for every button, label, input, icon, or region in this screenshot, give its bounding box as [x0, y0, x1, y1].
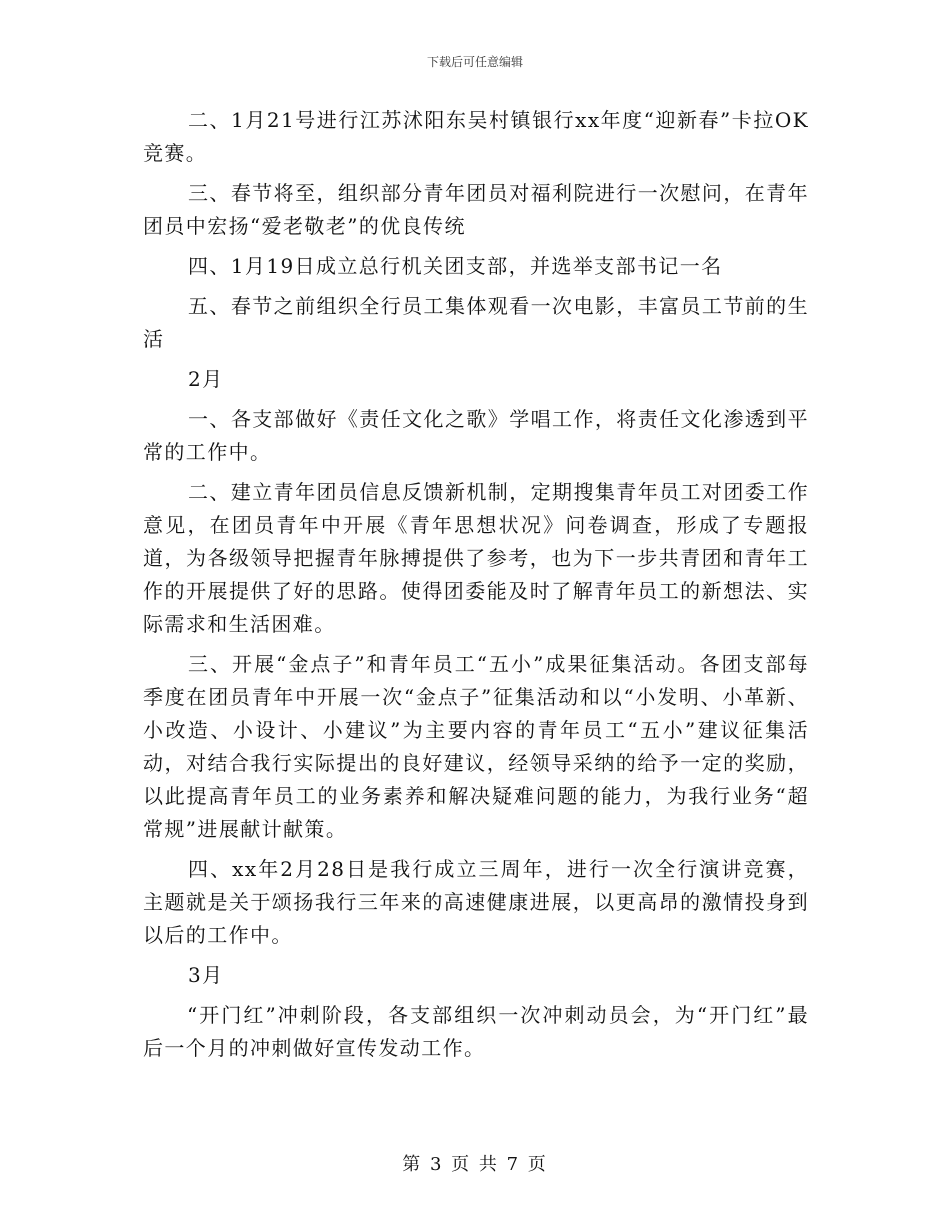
paragraph: 三、春节将至，组织部分青年团员对福利院进行一次慰问，在青年团员中宏扬“爱老敬老”的优良传统: [143, 181, 809, 238]
paragraph: “开门红”冲刺阶段，各支部组织一次冲刺动员会，为“开门红”最后一个月的冲刺做好宣传发动工作。: [143, 1003, 809, 1060]
paragraph: 三、开展“金点子”和青年员工“五小”成果征集活动。各团支部每季度在团员青年中开展一次“金点子”征集活动和以“小发明、小革新、小改造、小设计、小建议”为主要内容的青年员工“五小”建议征集活动，对结合我行实际提出的良好建议，经领导采纳的给予一定的奖励，以此提高青年员工的业务素养和解决疑难问题的能力，为我行业务“超常规”进展献计献策。: [143, 652, 809, 841]
paragraph: 五、春节之前组织全行员工集体观看一次电影，丰富员工节前的生活: [143, 294, 809, 351]
page-header-note: 下载后可任意编辑: [426, 55, 523, 69]
section-heading-mar: 3月: [188, 963, 224, 987]
paragraph: 二、1月21号进行江苏沭阳东吴村镇银行xx年度“迎新春”卡拉OK竞赛。: [143, 108, 809, 165]
paragraph: 二、建立青年团员信息反馈新机制，定期搜集青年员工对团委工作意见，在团员青年中开展《青年思想状况》问卷调查，形成了专题报道，为各级领导把握青年脉搏提供了参考，也为下一步共青团和青年工作的开展提供了好的思路。使得团委能及时了解青年员工的新想法、实际需求和生活困难。: [143, 480, 809, 636]
paragraph: 四、1月19日成立总行机关团支部，并选举支部书记一名: [188, 254, 723, 278]
page-number: 第 3 页 共 7 页: [402, 1154, 548, 1175]
section-heading-feb: 2月: [188, 367, 224, 391]
paragraph: 四、xx年2月28日是我行成立三周年，进行一次全行演讲竞赛，主题就是关于颂扬我行三年来的高速健康进展，以更高昂的激情投身到以后的工作中。: [143, 857, 809, 947]
document-body: [143, 104, 809, 1072]
paragraph: 一、各支部做好《责任文化之歌》学唱工作，将责任文化渗透到平常的工作中。: [143, 407, 809, 464]
